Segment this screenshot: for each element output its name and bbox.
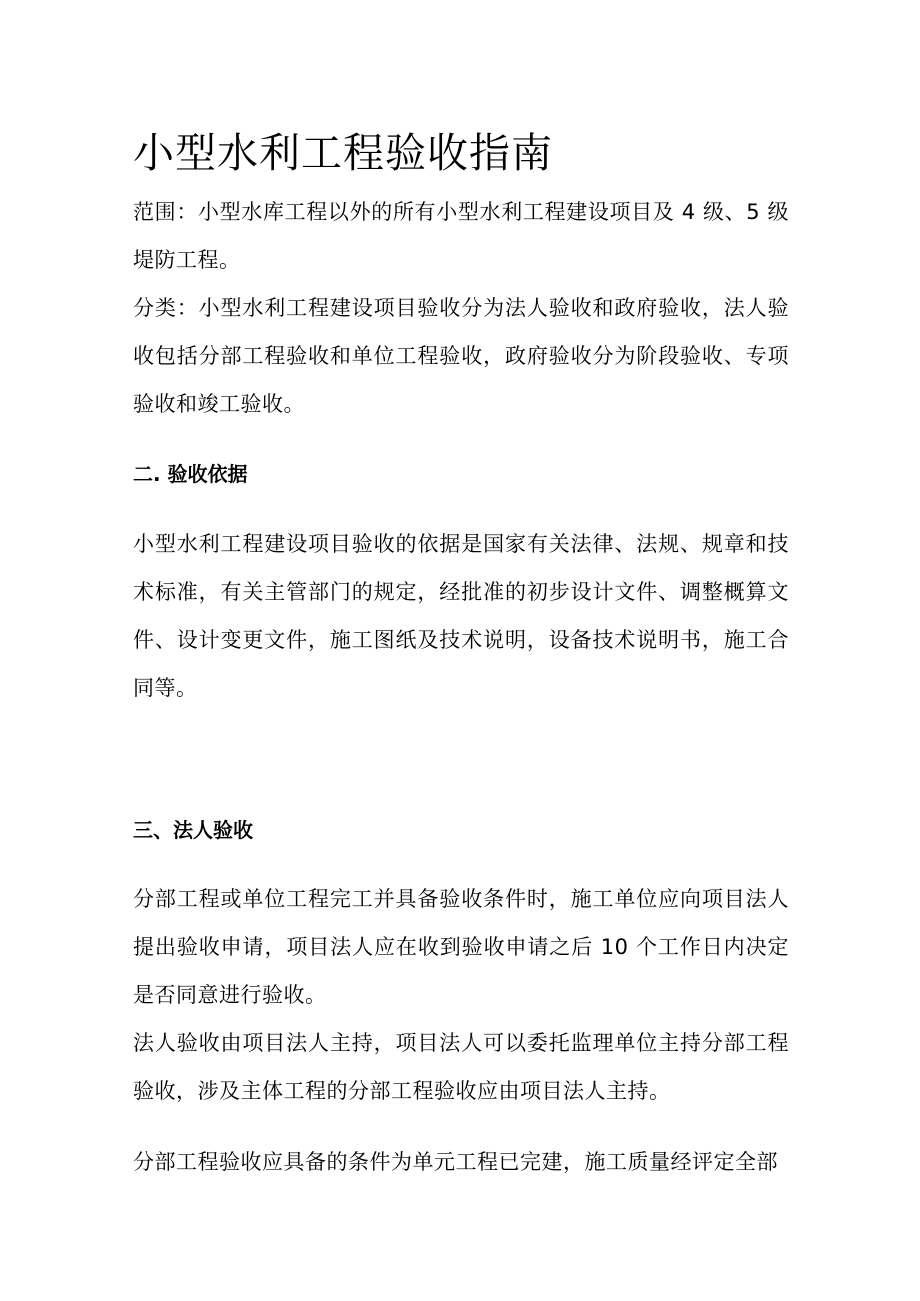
scope-paragraph: 范围：小型水库工程以外的所有小型水利工程建设项目及 4 级、5 级堤防工程。 [133, 200, 789, 272]
legal-acceptance-paragraph-2: 法人验收由项目法人主持，项目法人可以委托监理单位主持分部工程验收，涉及主体工程的分部工程验收应由项目法人主持。 [133, 1031, 789, 1103]
legal-acceptance-paragraph-3: 分部工程验收应具备的条件为单元工程已完建，施工质量经评定全部 [133, 1150, 778, 1174]
category-paragraph: 分类：小型水利工程建设项目验收分为法人验收和政府验收，法人验收包括分部工程验收和单位工程验收，政府验收分为阶段验收、专项验收和竣工验收。 [133, 296, 789, 416]
legal-acceptance-paragraph-1: 分部工程或单位工程完工并具备验收条件时，施工单位应向项目法人提出验收申请，项目法人应在收到验收申请之后 10 个工作日内决定是否同意进行验收。 [133, 887, 789, 1007]
section-heading-legal-acceptance: 三、法人验收 [133, 818, 253, 842]
section-heading-basis: 二. 验收依据 [133, 462, 248, 486]
page-title: 小型水利工程验收指南 [133, 129, 553, 177]
section-basis-paragraph: 小型水利工程建设项目验收的依据是国家有关法律、法规、规章和技术标准，有关主管部门的规定，经批准的初步设计文件、调整概算文件、设计变更文件，施工图纸及技术说明，设备技术说明书，施工合同等。 [133, 532, 789, 700]
